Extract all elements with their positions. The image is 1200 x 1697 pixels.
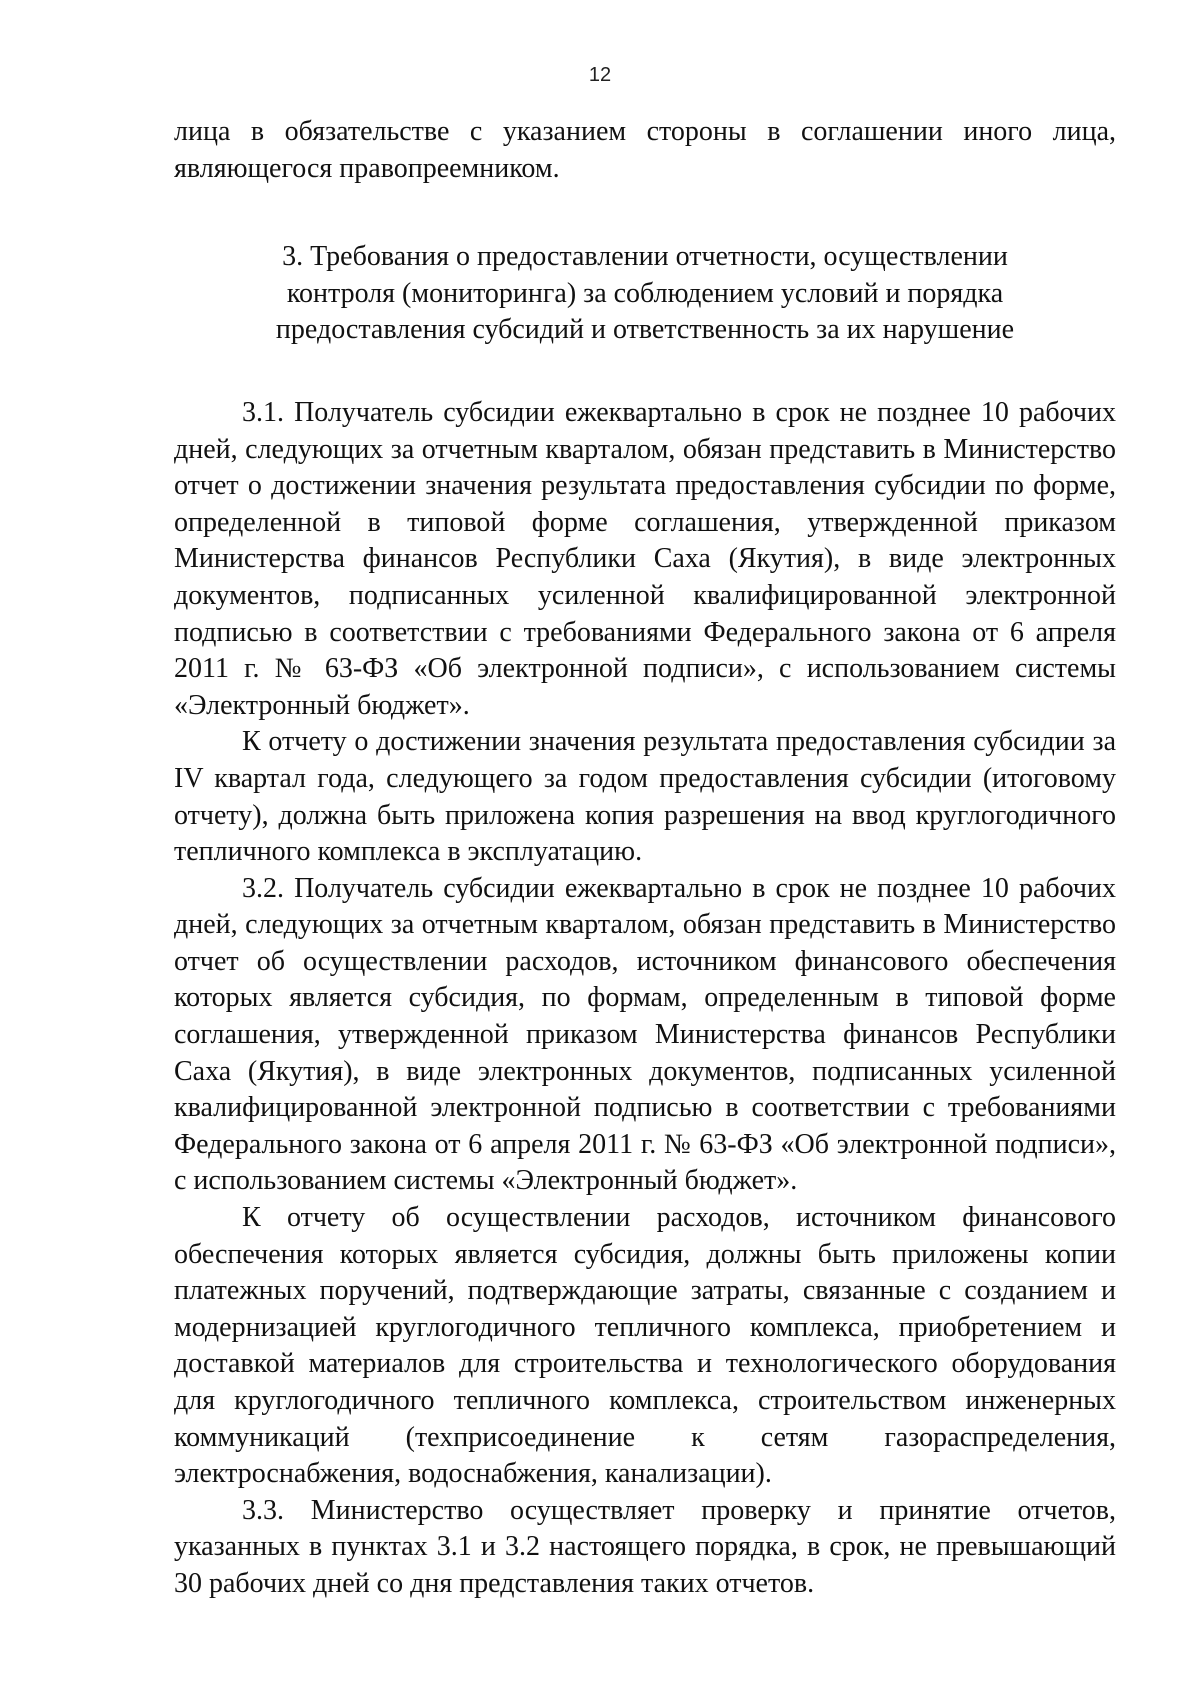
document-body [174, 114, 1116, 1603]
section-heading [174, 239, 1116, 349]
paragraph-3-1: 3.1. Получатель субсидии ежеквартально в срок не позднее 10 рабочих дней, следующих за отчетным кварталом, обязан представить в Министерство отчет о достижении значения результата предоставления субсидии по форме, определенной в типовой форме соглашения, утвержденной приказом Министерства финансов Республики Саха (Якутия), в виде электронных документов, подписанных усиленной квалифицированной электронной подписью в соответствии с требованиями Федерального закона от 6 апреля 2011 г. № 63-ФЗ «Об электронной подписи», с использованием системы «Электронный бюджет». [174, 396, 1116, 721]
paragraph-3-3: 3.3. Министерство осуществляет проверку и принятие отчетов, указанных в пунктах 3.1 и 3.2 настоящего порядка, в срок, не превышающий 30 рабочих дней со дня представления таких отчетов. [174, 1494, 1116, 1599]
section-heading-line: предоставления субсидий и ответственность за их нарушение [275, 314, 1015, 346]
continuation-paragraph: лица в обязательстве с указанием стороны в соглашении иного лица, являющегося правопреемником. [174, 116, 1116, 184]
paragraph-3-2: 3.2. Получатель субсидии ежеквартально в срок не позднее 10 рабочих дней, следующих за отчетным кварталом, обязан представить в Министерство отчет об осуществлении расходов, источником финансового обеспечения которых является субсидия, по формам, определенным в типовой форме соглашения, утвержденной приказом Министерства финансов Республики Саха (Якутия), в виде электронных документов, подписанных усиленной квалифицированной электронной подписью в соответствии с требованиями Федерального закона от 6 апреля 2011 г. № 63-ФЗ «Об электронной подписи», с использованием системы «Электронный бюджет». [174, 872, 1116, 1197]
section-heading-line: 3. Требования о предоставлении отчетности, осуществлении [282, 241, 1008, 273]
section-heading-line: контроля (мониторинга) за соблюдением условий и порядка [286, 277, 1004, 309]
paragraph-3-1-attachment: К отчету о достижении значения результата предоставления субсидии за IV квартал года, следующего за годом предоставления субсидии (итоговому отчету), должна быть приложена копия разрешения на ввод круглогодичного тепличного комплекса в эксплуатацию. [174, 726, 1116, 868]
paragraph-3-2-attachment: К отчету об осуществлении расходов, источником финансового обеспечения которых является субсидия, должны быть приложены копии платежных поручений, подтверждающие затраты, связанные с созданием и модернизацией круглогодичного тепличного комплекса, приобретением и доставкой материалов для строительства и технологического оборудования для круглогодичного тепличного комплекса, строительством инженерных коммуникаций (техприсоединение к сетям газораспределения, электроснабжения, водоснабжения, канализации). [174, 1202, 1116, 1490]
page-number: 12 [588, 64, 612, 86]
